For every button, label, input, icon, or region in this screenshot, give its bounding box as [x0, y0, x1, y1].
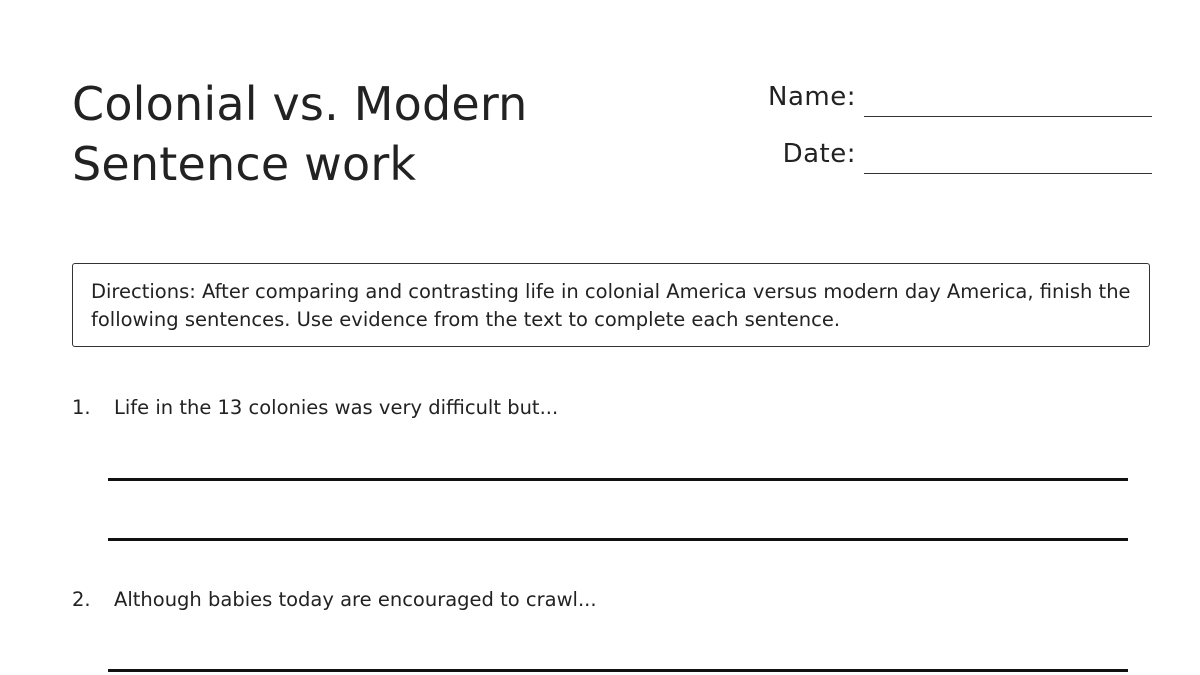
name-field: [700, 77, 1152, 117]
title-line-1: Colonial vs. Modern: [72, 77, 528, 131]
date-blank-line: [864, 173, 1152, 174]
directions-box: Directions: After comparing and contrasting life in colonial America versus modern day America, finish the following sentences. Use evidence from the text to complete each sentence.: [72, 263, 1150, 347]
answer-line-1a: [108, 478, 1128, 481]
answer-line-2a: [108, 669, 1128, 672]
date-field: [700, 134, 1152, 174]
name-blank-line: [864, 116, 1152, 117]
worksheet-title: [72, 74, 528, 194]
question-1-number: 1.: [72, 396, 91, 419]
question-2-text: Although babies today are encouraged to crawl...: [114, 588, 597, 611]
question-1: [72, 394, 558, 422]
answer-line-1b: [108, 538, 1128, 541]
title-line-2: Sentence work: [72, 137, 417, 191]
date-label: Date:: [782, 139, 856, 169]
question-1-text: Life in the 13 colonies was very difficult but...: [114, 396, 559, 419]
question-2: [72, 586, 597, 614]
name-label: Name:: [768, 82, 856, 112]
question-2-number: 2.: [72, 588, 91, 611]
